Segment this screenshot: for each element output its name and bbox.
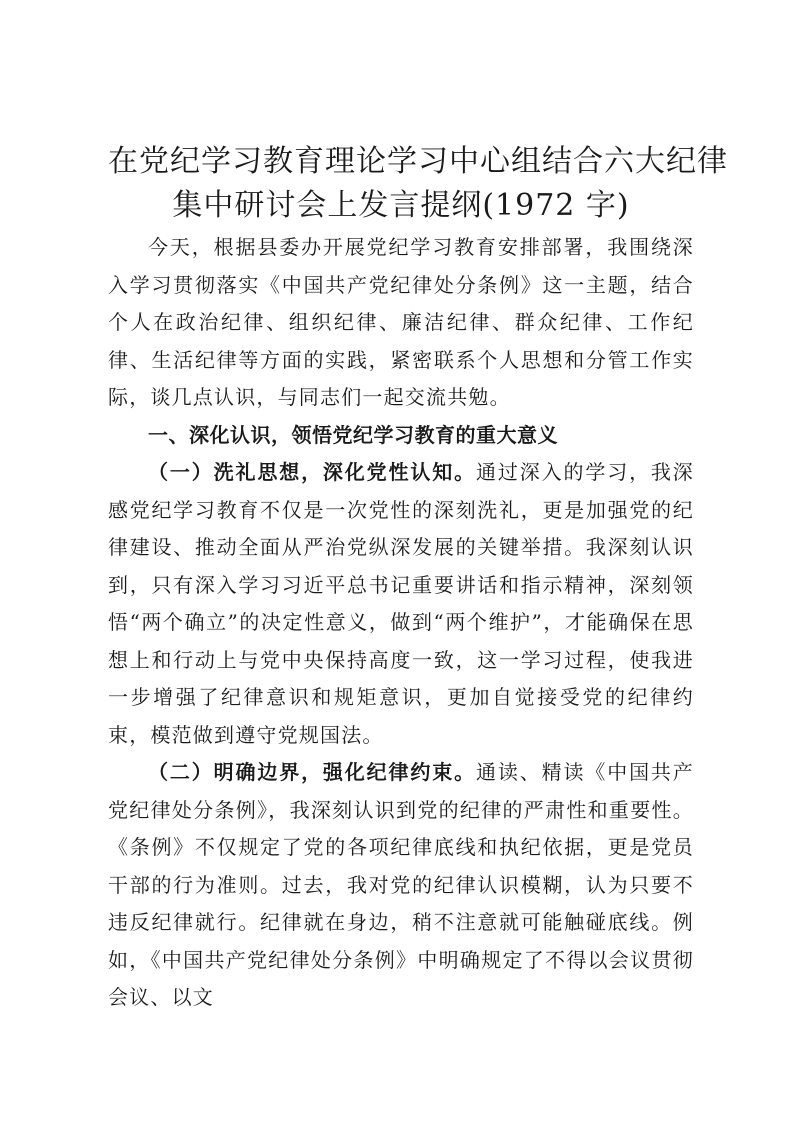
subsection-paragraph-2 <box>108 754 694 1017</box>
title-line-2: 集中研讨会上发言提纲(1972 字) <box>172 188 630 223</box>
subsection-text-1: 通过深入的学习，我深感党纪学习教育不仅是一次党性的深刻洗礼，更是加强党的纪律建设、推动全面从严治党纵深发展的关键举措。我深刻认识到，只有深入学习习近平总书记重要讲话和指示精神，深刻领悟“两个确立”的决定性意义，做到“两个维护”，才能确保在思想上和行动上与党中央保持高度一致，这一学习过程，使我进一步增强了纪律意识和规矩意识，更加自觉接受党的纪律约束，模范做到遵守党规国法。 <box>108 460 694 747</box>
subsection-heading-1: （一）洗礼思想，深化党性认知。 <box>148 460 476 484</box>
subsection-paragraph-1 <box>108 454 694 754</box>
subsection-text-2: 通读、精读《中国共产党纪律处分条例》，我深刻认识到党的纪律的严肃性和重要性。《条例》不仅规定了党的各项纪律底线和执纪依据，更是党员干部的行为准则。过去，我对党的纪律认识模糊，认为只要不违反纪律就行。纪律就在身边，稍不注意就可能触碰底线。例如，《中国共产党纪律处分条例》中明确规定了不得以会议贯彻会议、以文 <box>108 760 694 1009</box>
title-line-1: 在党纪学习教育理论学习中心组结合六大纪律 <box>108 144 728 179</box>
subsection-heading-2: （二）明确边界，强化纪律约束。 <box>148 760 476 784</box>
document-body <box>108 229 694 1017</box>
intro-paragraph: 今天，根据县委办开展党纪学习教育安排部署，我围绕深入学习贯彻落实《中国共产党纪律处分条例》这一主题，结合个人在政治纪律、组织纪律、廉洁纪律、群众纪律、工作纪律、生活纪律等方面的实践，紧密联系个人思想和分管工作实际，谈几点认识，与同志们一起交流共勉。 <box>108 235 694 409</box>
section-heading-1: 一、深化认识，领悟党纪学习教育的重大意义 <box>148 422 558 447</box>
document-page <box>108 140 728 1017</box>
document-title <box>108 140 728 228</box>
